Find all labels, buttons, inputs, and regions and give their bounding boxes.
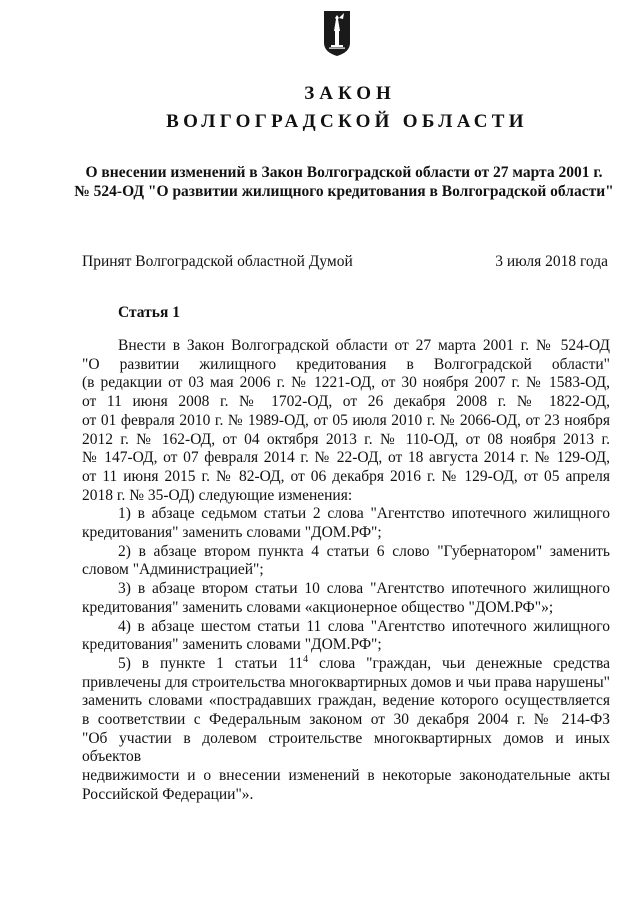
amendment-item-line: словом "Администрацией";	[82, 561, 264, 579]
amendment-item-line: Российской Федерации"».	[82, 785, 254, 803]
intro-paragraph-line: 2012 г. № 162-ОД, от 04 октября 2013 г. № 110-ОД, от 08 ноября 2013 г.	[82, 430, 610, 448]
item5-text-end: слова "граждан, чьи денежные средства	[308, 654, 610, 672]
intro-paragraph-line: от 01 февраля 2010 г. № 1989-ОД, от 05 июля 2010 г. № 2066-ОД, от 23 ноября	[82, 411, 610, 429]
adopted-by-label: Принят Волгоградской областной Думой	[82, 253, 353, 270]
amendment-item-line: кредитования" заменить словами "ДОМ.РФ";	[82, 636, 382, 654]
intro-paragraph-line: от 11 июня 2008 г. № 1702-ОД, от 26 декабря 2008 г. № 1822-ОД,	[82, 393, 610, 411]
amendment-item-line: 3) в абзаце втором статьи 10 слова "Агентство ипотечного жилищного	[118, 580, 610, 598]
amendment-item-line	[82, 655, 610, 674]
amendment-item-line: "Об участии в долевом строительстве многоквартирных домов и иных объектов	[82, 729, 610, 766]
law-region-title: ВОЛГОГРАДСКОЙ ОБЛАСТИ	[166, 111, 528, 132]
amendment-item-line: 4) в абзаце шестом статьи 11 слова "Агентство ипотечного жилищного	[118, 617, 610, 635]
subject-line: № 524-ОД "О развитии жилищного кредитования в Волгоградской области"	[74, 183, 614, 200]
intro-paragraph-line: Внести в Закон Волгоградской области от 27 марта 2001 г. № 524-ОД	[118, 337, 610, 354]
article-body	[82, 337, 610, 805]
amendment-item-line: заменить словами «пострадавших граждан, ведение которого осуществляется	[82, 692, 610, 710]
intro-paragraph-line: "О развитии жилищного кредитования в Волгоградской области"	[82, 355, 610, 373]
adoption-date: 3 июля 2018 года	[495, 253, 608, 270]
intro-paragraph-line: (в редакции от 03 мая 2006 г. № 1221-ОД, от 30 ноября 2007 г. № 1583-ОД,	[82, 374, 610, 392]
amendment-item-line: 1) в абзаце седьмом статьи 2 слова "Агентство ипотечного жилищного	[118, 505, 610, 523]
amendment-item-line: недвижимости и о внесении изменений в некоторые законодательные акты	[82, 767, 610, 785]
intro-paragraph-line: от 11 июня 2015 г. № 82-ОД, от 06 декабря 2016 г. № 129-ОД, от 05 апреля	[82, 467, 610, 485]
law-title: ЗАКОН	[304, 83, 396, 104]
amendment-item-line: 2) в абзаце втором пункта 4 статьи 6 слово "Губернатором" заменить	[118, 542, 610, 560]
article-heading: Статья 1	[118, 304, 180, 321]
intro-paragraph-line: № 147-ОД, от 07 февраля 2014 г. № 22-ОД, от 18 августа 2014 г. № 129-ОД,	[82, 449, 610, 467]
amendment-item-line: кредитования" заменить словами «акционерное общество "ДОМ.РФ"»;	[82, 598, 554, 616]
article-superscript: 4	[303, 653, 309, 665]
amendment-item-line: в соответствии с Федеральным законом от 30 декабря 2004 г. № 214-ФЗ	[82, 711, 610, 729]
subject-line: О внесении изменений в Закон Волгоградской области от 27 марта 2001 г.	[85, 164, 603, 181]
volgograd-coat-of-arms-icon	[322, 9, 352, 57]
item5-text-start: 5) в пункте 1 статьи 11	[118, 654, 304, 672]
intro-paragraph-line: 2018 г. № 35-ОД) следующие изменения:	[82, 486, 353, 504]
law-subject	[0, 163, 640, 201]
amendment-item-line: привлечены для строительства многоквартирных домов и чьи права нарушены"	[82, 673, 610, 691]
amendment-item-line: кредитования" заменить словами "ДОМ.РФ";	[82, 524, 382, 542]
